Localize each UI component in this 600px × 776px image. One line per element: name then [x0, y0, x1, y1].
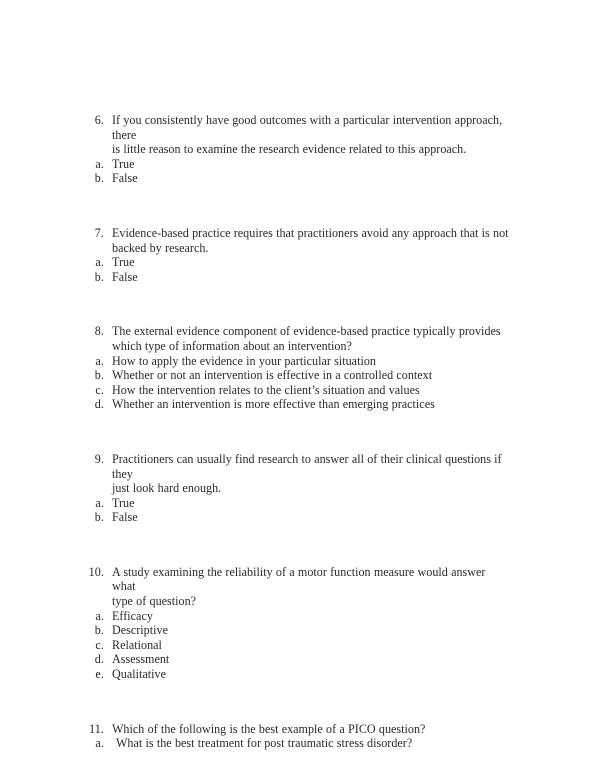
option-text: Assessment: [112, 652, 170, 667]
option-letter: c.: [95, 637, 104, 652]
option-letter: c.: [95, 382, 104, 397]
answer-option[interactable]: [84, 638, 512, 653]
option-text: True: [112, 495, 135, 510]
answer-option[interactable]: [84, 270, 512, 285]
option-text: Efficacy: [112, 608, 153, 623]
option-letter: a.: [95, 353, 104, 368]
option-letter: d.: [94, 397, 104, 412]
answer-option[interactable]: [84, 397, 512, 412]
question-block: [84, 452, 512, 525]
question-number: 9.: [94, 451, 104, 466]
question-text: which type of information about an intervention?: [112, 338, 352, 353]
question-stem-continuation: [84, 241, 512, 256]
option-letter: a.: [95, 608, 104, 623]
answer-option[interactable]: [84, 496, 512, 511]
option-text: False: [112, 510, 138, 525]
option-text: Qualitative: [112, 667, 166, 682]
option-letter: a.: [95, 736, 104, 751]
question-text: type of question?: [112, 594, 197, 609]
question-text: Which of the following is the best example of a PICO question?: [112, 721, 426, 736]
option-letter: d.: [94, 652, 104, 667]
option-letter: a.: [95, 255, 104, 270]
question-stem: [84, 722, 512, 737]
question-number: 11.: [89, 721, 104, 736]
question-number: 7.: [94, 225, 104, 240]
answer-option[interactable]: [84, 652, 512, 667]
question-stem-continuation: [84, 481, 512, 496]
option-letter: e.: [95, 667, 104, 682]
option-letter: b.: [94, 368, 104, 383]
option-text: Descriptive: [112, 623, 168, 638]
option-letter: b.: [94, 510, 104, 525]
question-stem-continuation: [84, 594, 512, 609]
question-block: [84, 226, 512, 284]
question-text: Practitioners can usually find research to answer all of their clinical questions if they: [112, 451, 502, 481]
option-letter: b.: [94, 269, 104, 284]
option-text: True: [112, 255, 135, 270]
question-text: just look hard enough.: [112, 481, 222, 496]
option-letter: b.: [94, 623, 104, 638]
option-text: False: [112, 171, 138, 186]
question-block: [84, 113, 512, 186]
question-list: [84, 113, 512, 751]
answer-option[interactable]: [84, 736, 512, 751]
option-text: Whether an intervention is more effective than emerging practices: [112, 397, 435, 412]
question-number: 6.: [94, 113, 104, 127]
option-text: What is the best treatment for post traumatic stress disorder?: [116, 736, 413, 751]
option-letter: a.: [95, 495, 104, 510]
question-number: 8.: [94, 324, 104, 339]
question-stem-continuation: [84, 339, 512, 354]
answer-option[interactable]: [84, 171, 512, 186]
question-stem-continuation: [84, 142, 512, 157]
option-text: Whether or not an intervention is effective in a controlled context: [112, 368, 433, 383]
option-letter: b.: [94, 171, 104, 186]
answer-option[interactable]: [84, 157, 512, 172]
question-text: Evidence-based practice requires that practitioners avoid any approach that is not: [112, 225, 509, 240]
answer-option[interactable]: [84, 368, 512, 383]
answer-option[interactable]: [84, 510, 512, 525]
answer-option[interactable]: [84, 609, 512, 624]
question-block: [84, 565, 512, 682]
question-stem: [84, 324, 512, 339]
question-stem: [84, 226, 512, 241]
option-text: False: [112, 269, 138, 284]
option-letter: a.: [95, 156, 104, 171]
answer-option[interactable]: [84, 255, 512, 270]
question-stem: [84, 452, 512, 481]
option-text: True: [112, 156, 135, 171]
question-block: [84, 722, 512, 751]
answer-option[interactable]: [84, 667, 512, 682]
question-stem: [84, 113, 512, 142]
question-number: 10.: [88, 564, 104, 579]
answer-option[interactable]: [84, 383, 512, 398]
option-text: How to apply the evidence in your particular situation: [112, 353, 376, 368]
question-text: is little reason to examine the research evidence related to this approach.: [112, 142, 467, 157]
option-text: Relational: [112, 637, 162, 652]
question-block: [84, 324, 512, 412]
question-text: If you consistently have good outcomes with a particular intervention approach, there: [112, 113, 503, 142]
question-text: A study examining the reliability of a motor function measure would answer what: [112, 564, 486, 594]
answer-option[interactable]: [84, 354, 512, 369]
option-text: How the intervention relates to the client’s situation and values: [112, 382, 420, 397]
question-text: The external evidence component of evidence-based practice typically provides: [112, 324, 501, 339]
question-stem: [84, 565, 512, 594]
answer-option[interactable]: [84, 623, 512, 638]
question-text: backed by research.: [112, 240, 209, 255]
